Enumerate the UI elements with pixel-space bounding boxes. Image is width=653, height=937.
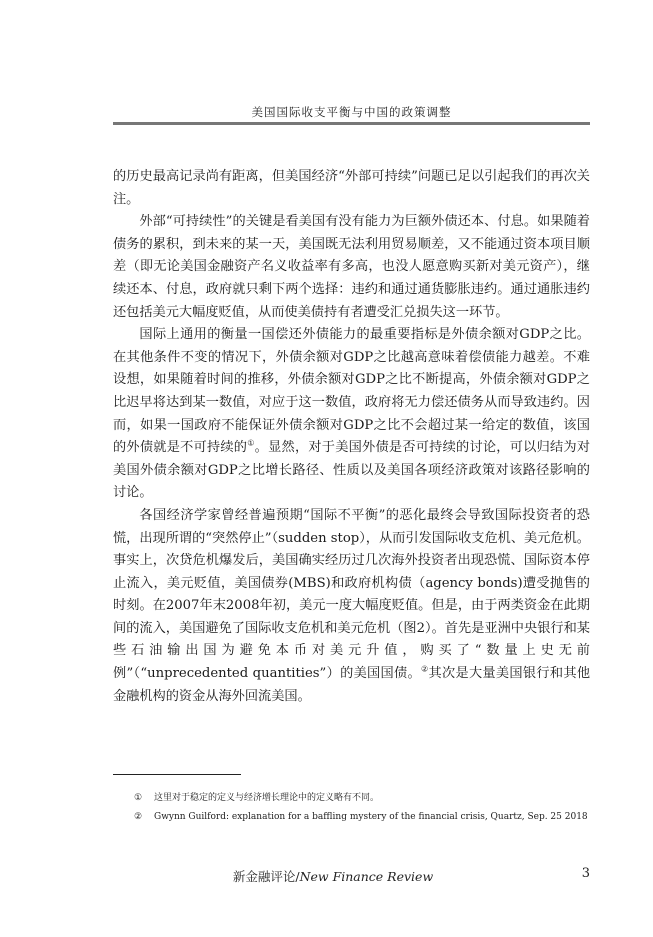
journal-name-cn: 新金融评论 (232, 869, 296, 884)
footnote-1-mark: ① (134, 793, 143, 803)
paragraph-3-text-b: 。显然，对于美国外债是否可持续的讨论，可以归结为对美国外债余额对GDP之比增长路径、性质以及美国各项经济政策对该路径影响的讨论。 (113, 440, 591, 501)
header-rule (113, 122, 590, 125)
footnote-2 (134, 808, 590, 827)
footnote-ref-2[interactable]: ② (421, 664, 429, 674)
page-number: 3 (581, 866, 590, 881)
footnote-2-text: Gwynn Guilford: explanation for a baffling mystery of the financial crisis, Quartz, Sep. 25 2018 (154, 812, 588, 822)
running-title: 美国国际收支平衡与中国的政策调整 (251, 105, 452, 119)
footnote-1-text: 这里对于稳定的定义与经济增长理论中的定义略有不同。 (154, 793, 380, 803)
footnote-rule (113, 774, 241, 775)
journal-name-en: New Finance Review (299, 869, 434, 884)
paragraph-3-text-a: 国际上通用的衡量一国偿还外债能力的最重要指标是外债余额对GDP之比。在其他条件不变的情况下，外债余额对GDP之比越高意味着偿债能力越差。不难设想，如果随着时间的推移，外债余额对GDP之比不断提高，外债余额对GDP之比迟早将达到某一数值，对应于这一数值，政府将无力偿还债务从而导致违约。因而，如果一国政府不能保证外债余额对GDP之比不会超过某一给定的数值，该国的外债就是不可持续的 (113, 327, 590, 456)
footnotes (134, 789, 590, 827)
paragraph-1: 的历史最高记录尚有距离，但美国经济“外部可持续”问题已足以引起我们的再次关注。 (113, 169, 590, 207)
journal-separator: / (295, 869, 300, 884)
paragraph-2: 外部“可持续性”的关键是看美国有没有能力为巨额外债还本、付息。如果随着债务的累积，到未来的某一天，美国既无法利用贸易顺差，又不能通过资本项目顺差（即无论美国金融资产名义收益率有多高，也没人愿意购买新对美元资产），继续还本、付息，政府就只剩下两个选择：违约和通过通货膨胀违约。通过通胀违约还包括美元大幅度贬值，从而使美债持有者遭受汇兑损失这一环节。 (113, 214, 590, 320)
body-text (113, 166, 590, 708)
paragraph-4-text-a: 各国经济学家曾经普遍预期“国际不平衡”的恶化最终会导致国际投资者的恐慌，出现所谓的“突然停止”（sudden stop），从而引发国际收支危机、美元危机。事实上，次贷危机爆发后，美国确实经历过几次海外投资者出现恐慌、国际资本停止流入，美元贬值，美国债券(MBS)和政府机构债（agency bonds)遭受抛售的时刻。在2007年末2008年初，美元一度大幅度贬值。但是，由于两类资金在此期间的流入，美国避免了国际收支危机和美元危机（图2）。首先是亚洲中央银行和某些石油输出国为避免本币对美元升值，购买了“数量上史无前例”（“unprecedented quantities”）的美国国债。 (113, 507, 590, 682)
footnote-1 (134, 789, 590, 808)
footer-journal-title (113, 867, 553, 885)
footnote-2-mark: ② (134, 812, 143, 822)
footnote-ref-1[interactable]: ① (247, 438, 255, 448)
paragraph-4 (113, 505, 590, 708)
paragraph-4-text-b: 其次是大量美国银行和其他金融机构的资金从海外回流美国。 (113, 666, 591, 704)
paragraph-3 (113, 324, 590, 505)
